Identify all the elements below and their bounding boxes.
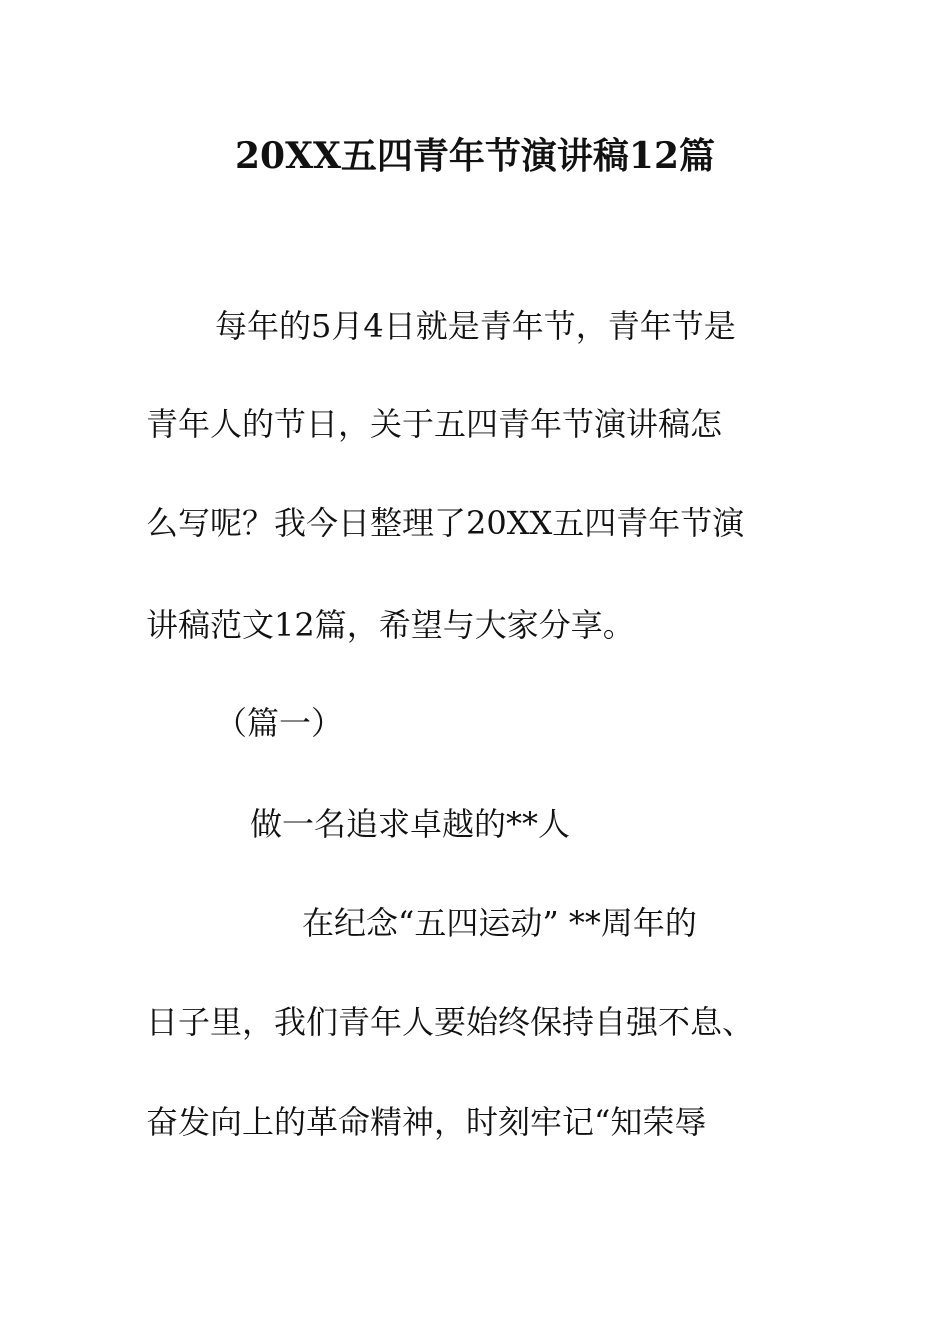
paragraph-line: 在纪念“五四运动” **周年的 [302,904,697,942]
paragraph-line: 么写呢？我今日整理了20XX五四青年节演 [146,504,745,542]
paragraph-line: 讲稿范文12篇，希望与大家分享。 [146,606,635,644]
paragraph-line: 青年人的节日，关于五四青年节演讲稿怎 [146,405,723,443]
section-heading: 做一名追求卓越的**人 [250,805,571,843]
section-label: （篇一） [215,704,344,742]
document-title: 20XX五四青年节演讲稿12篇 [234,135,716,177]
paragraph-line: 奋发向上的革命精神，时刻牢记“知荣辱 [146,1103,707,1141]
paragraph-line: 每年的5月4日就是青年节，青年节是 [215,307,736,345]
paragraph-line: 日子里，我们青年人要始终保持自强不息、 [146,1003,755,1041]
